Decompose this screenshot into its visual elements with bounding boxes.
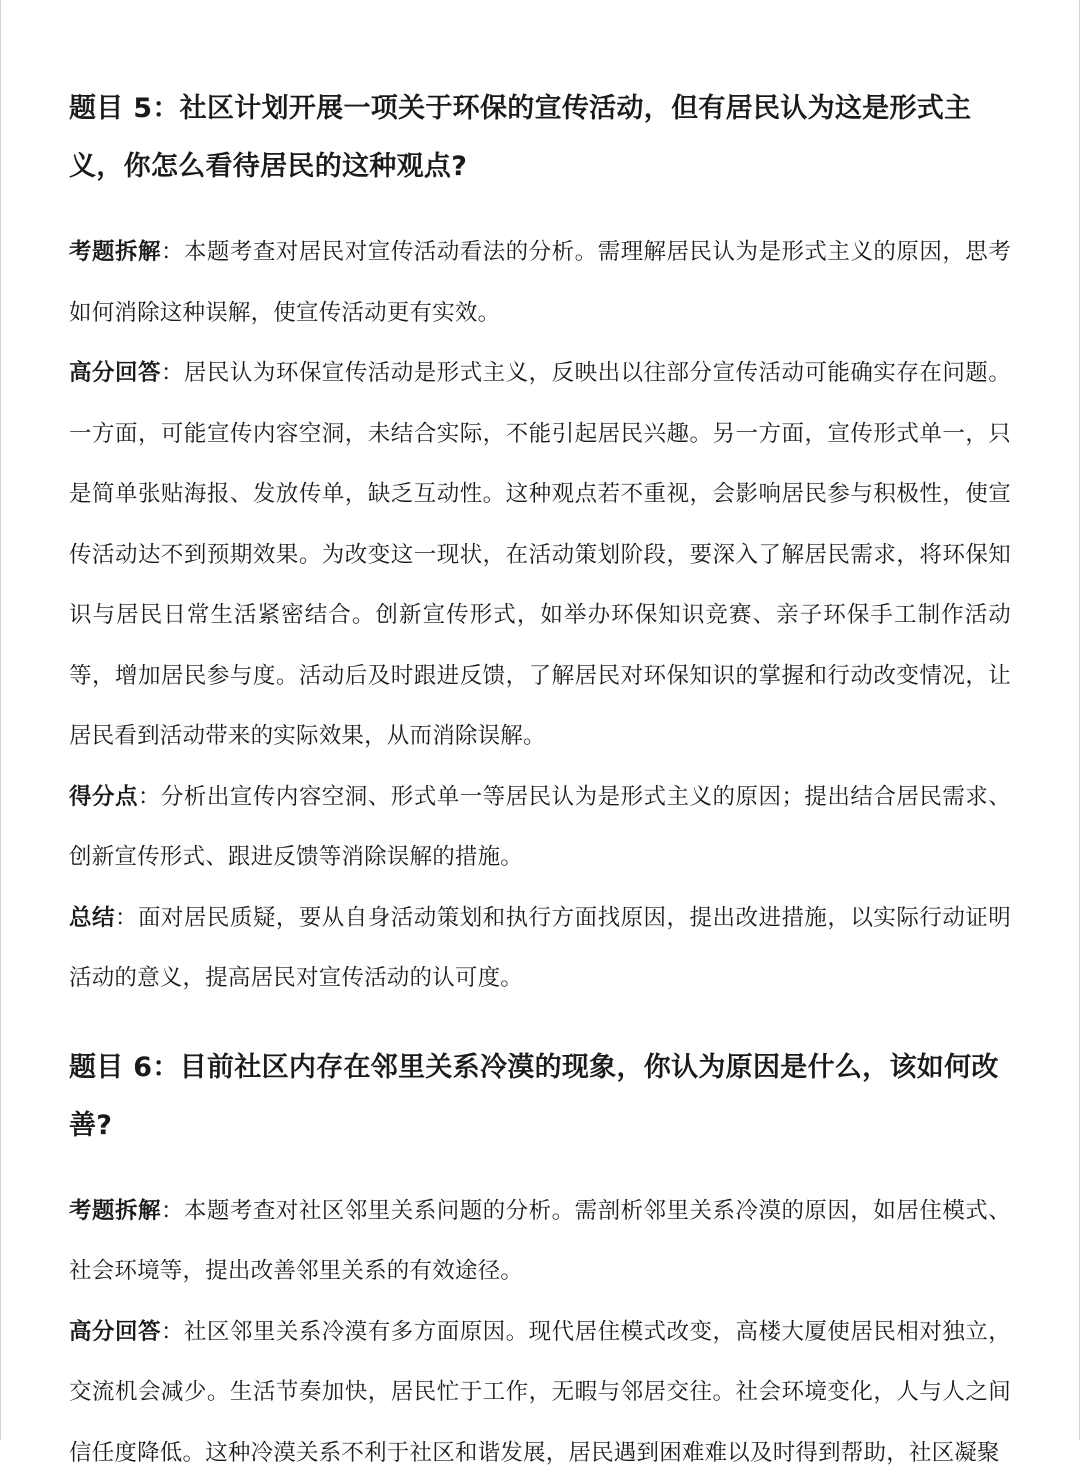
question-5 bbox=[69, 80, 1011, 1009]
scoring-paragraph bbox=[69, 767, 1011, 888]
answer-label: 高分回答 bbox=[69, 1319, 161, 1345]
answer-text: ：社区邻里关系冷漠有多方面原因。现代居住模式改变，高楼大厦使居民相对独立，交流机会减少。生活节奏加快，居民忙于工作，无暇与邻居交往。社会环境变化，人与人之间信任度降低。这种冷漠关系不利于社区和谐发展，居民遇到困难难以及时得到帮助，社区凝聚 bbox=[69, 1319, 1011, 1466]
analysis-label: 考题拆解 bbox=[69, 1198, 161, 1224]
question-6 bbox=[69, 1039, 1011, 1483]
summary-label: 总结 bbox=[69, 905, 115, 931]
analysis-paragraph bbox=[69, 222, 1011, 343]
answer-paragraph bbox=[69, 1302, 1011, 1483]
answer-text: ：居民认为环保宣传活动是形式主义，反映出以往部分宣传活动可能确实存在问题。一方面，可能宣传内容空洞，未结合实际，不能引起居民兴趣。另一方面，宣传形式单一，只是简单张贴海报、发放传单，缺乏互动性。这种观点若不重视，会影响居民参与积极性，使宣传活动达不到预期效果。为改变这一现状，在活动策划阶段，要深入了解居民需求，将环保知识与居民日常生活紧密结合。创新宣传形式，如举办环保知识竞赛、亲子环保手工制作活动等，增加居民参与度。活动后及时跟进反馈，了解居民对环保知识的掌握和行动改变情况，让居民看到活动带来的实际效果，从而消除误解。 bbox=[69, 360, 1011, 749]
analysis-paragraph bbox=[69, 1181, 1011, 1302]
answer-label: 高分回答 bbox=[69, 360, 161, 386]
scoring-text: ：分析出宣传内容空洞、形式单一等居民认为是形式主义的原因；提出结合居民需求、创新宣传形式、跟进反馈等消除误解的措施。 bbox=[69, 784, 1011, 871]
analysis-label: 考题拆解 bbox=[69, 239, 161, 265]
analysis-text: ：本题考查对社区邻里关系问题的分析。需剖析邻里关系冷漠的原因，如居住模式、社会环境等，提出改善邻里关系的有效途径。 bbox=[69, 1198, 1011, 1285]
question-title: 题目 6：目前社区内存在邻里关系冷漠的现象，你认为原因是什么，该如何改善? bbox=[69, 1039, 1011, 1155]
answer-paragraph bbox=[69, 343, 1011, 767]
summary-text: ：面对居民质疑，要从自身活动策划和执行方面找原因，提出改进措施，以实际行动证明活动的意义，提高居民对宣传活动的认可度。 bbox=[69, 905, 1011, 992]
analysis-text: ：本题考查对居民对宣传活动看法的分析。需理解居民认为是形式主义的原因，思考如何消除这种误解，使宣传活动更有实效。 bbox=[69, 239, 1011, 326]
scoring-label: 得分点 bbox=[69, 784, 138, 810]
summary-paragraph bbox=[69, 888, 1011, 1009]
question-title: 题目 5：社区计划开展一项关于环保的宣传活动，但有居民认为这是形式主义，你怎么看待居民的这种观点? bbox=[69, 80, 1011, 196]
